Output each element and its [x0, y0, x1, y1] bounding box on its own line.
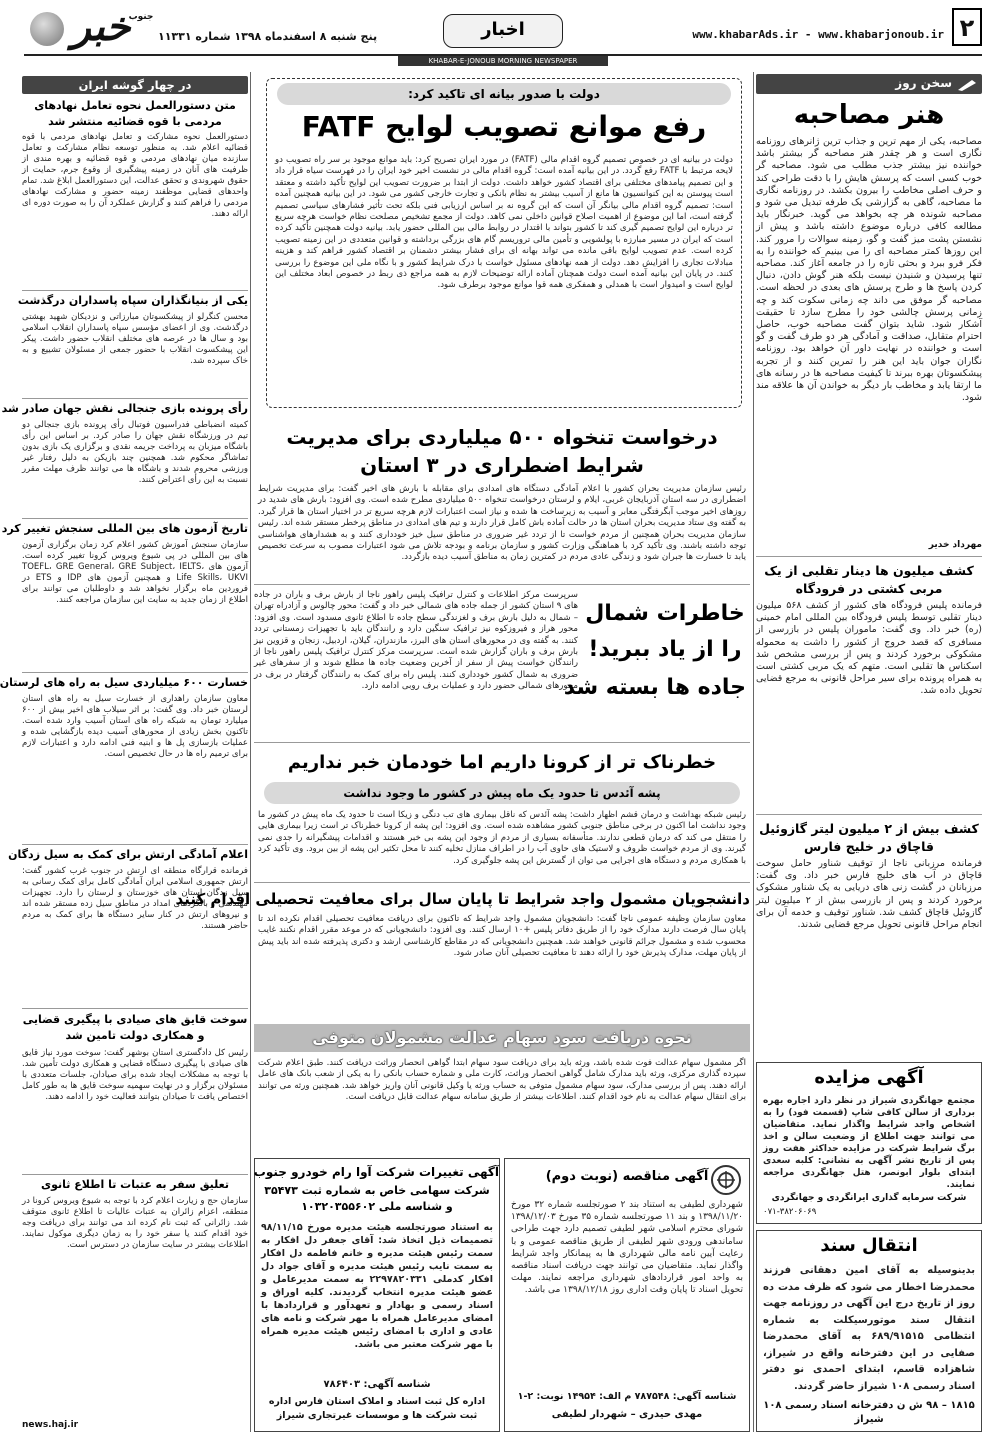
story-title: خاطرات شمال — [585, 601, 745, 626]
subtitle: KHABAR-E-JONOUB MORNING NEWSPAPER — [428, 57, 578, 65]
news-body: رئیس کل دادگستری استان بوشهر گفت: سوخت مورد نیاز قایق های صیادی با پیگیری دستگاه قضایی و همکاری دولت تأمین شد. با توجه به مشکلات ایجاد شده برای صیادان، جلسات متعددی با مسئولان برگزار و در نهایت سهمیه سوخت قایق ها به طور کامل اختصاص یافت تا صیادان بتوانند فعالیت خود را ادامه دهند. — [22, 1048, 248, 1102]
ad-title: آگهی مزایده — [814, 1067, 924, 1088]
news-title: یکی از بنیانگذاران سپاه پاسداران درگذشت — [17, 294, 248, 307]
news-body: فرمانده قرارگاه منطقه ای ارتش در جنوب غرب کشور گفت: ارتش جمهوری اسلامی ایران آمادگی کامل برای کمک رسانی به سیل زدگان استان های خوزستان و لرستان را دارد. تجهیزات مهندسی و بالگردهای امداد در مناطق سیل زده مستقر شده اند و نیروهای ارتش در کنار سایر دستگاه ها برای کمک به مردم حاضر هستند. — [22, 866, 248, 931]
story-body: معاون سازمان وظیفه عمومی ناجا گفت: دانشجویان مشمول واجد شرایط که تاکنون برای دریافت معافیت تحصیلی اقدام نکرده اند تا پایان سال فرصت دارند مدارک خود را از طریق دفاتر پلیس +۱۰ ارسال کنند. وی افزود: دانشجویانی که در موعد مقرر اقدام نکنند غایب محسوب شده و مشمول جرائم قانونی خواهند شد. همچنین دانشجویانی که در مقاطع کارشناسی ارشد و دکتری پذیرفته شده اند باید پیش از پایان مهلت، مدارک پذیرش خود را ارائه دهند تا معافیت تحصیلی آنان صادر شود. — [258, 914, 746, 959]
editorial-title: هنر مصاحبه — [793, 100, 945, 130]
story-body: سرپرست مرکز اطلاعات و کنترل ترافیک پلیس راهور ناجا از بارش برف و باران در جاده های ۹ استان کشور از جمله جاده های شمالی خبر داد و گفت: محور چالوس و آزادراه تهران – شمال به دلیل بارش برف و لغزندگی سطح جاده تا اطلاع ثانوی مسدود است. وی افزود: محور هراز و فیروزکوه نیز ترافیک سنگین دارد و رانندگان باید با تجهیزات زمستانی تردد کنند. به گفته وی در محورهای استان های البرز، مازندران، گیلان، اردبیل، زنجان و قزوین نیز بارش برف و باران گزارش شده است. سرپرست مرکز کنترل ترافیک پلیس راهور ناجا از رانندگان خواست پیش از سفر از آخرین وضعیت جاده ها مطلع شوند و از سفرهای غیر ضروری به شمال کشور خودداری کنند. پلیس راه برای کمک به رانندگان گرفتار در برف در محورهای شمالی حضور دارد و عملیات برف روبی ادامه دارد. — [254, 590, 579, 692]
news-title: تاریخ آزمون های بین المللی سنجش تغییر کرد — [1, 522, 248, 535]
lead-kicker: دولت با صدور بیانه ای تاکید کرد: — [408, 87, 600, 101]
masthead — [18, 0, 988, 66]
pen-icon — [956, 77, 978, 91]
ad-code: شناسه آگهی: ۷۸۷۵۴۸ م الف: ۱۴۹۵۴ نوبت: ۲-۱ — [517, 1391, 737, 1402]
lead-title: رفع موانع تصویب لوایح FATF — [301, 110, 707, 143]
news-title: کشف میلیون ها دینار تقلبی از یک مربی کشتی در فرودگاه — [764, 563, 974, 596]
lead-story — [266, 78, 742, 408]
ad-body: مجتمع جهانگردی شیراز در نظر دارد اجاره بهره برداری از سالن کافی شاپ (قسمت فود) را به اشخاص واجد شرایط واگذار نماید. متقاضیان می توانند جهت اطلاع از وضعیت سالن و اخذ برگ شرایط شرکت در مزایده حداکثر هفت روز پس از تاریخ نشر آگهی به نشانی: کلبه سعدی ابتدای بلوار ابونصر، هتل جهانگردی مراجعه نمایند. — [763, 1096, 975, 1190]
news-title: متن دستورالعمل نحوه تعامل نهادهای مردمی با قوه قضائیه منتشر شد — [34, 99, 236, 128]
news-body: فرمانده مرزبانی ناجا از توقیف شناور حامل سوخت قاچاق در آب های خلیج فارس خبر داد. وی گفت: مرزبانان در گشت زنی های دریایی به یک شناور مشکوک برخورد کردند و پس از بازرسی بیش از ۲ میلیون لیتر گازوئیل قاچاق کشف شد. شناور توقیف و خدمه آن برای انجام مراحل قانونی تحویل مرجع قضایی شدند. — [756, 858, 982, 931]
ad-title: آگهی تغییرات شرکت آوا رام خودرو جنوب — [253, 1165, 499, 1179]
story-title-bar — [254, 1024, 750, 1052]
story-body: رئیس سازمان مدیریت بحران کشور با اعلام آمادگی دستگاه های امدادی برای مقابله با بارش های اخیر گفت: برای مدیریت شرایط اضطراری در سه استان آذربایجان غربی، ایلام و لرستان درخواست تنخواه ۵۰۰ میلیاردی مطرح شده است. وی افزود: بارش های شدید در روزهای اخیر موجب آبگرفتگی معابر و آسیب به زیرساخت ها شده و نیاز است اعتبارات لازم هرچه سریع تر در اختیار استان ها قرار گیرد. به گفته وی ستاد مدیریت بحران استان ها در حالت آماده باش کامل قرار دارند و تیم های امدادی در مناطق پرخطر مستقر شده اند. رئیس سازمان مدیریت بحران همچنین از مردم خواست تا از تردد غیر ضروری در مناطق سیل خیز خودداری کنند و به هشدارهای هواشناسی توجه داشته باشند. وی تأکید کرد با هماهنگی وزارت کشور و سازمان برنامه و بودجه تلاش می شود اعتبارات مصوب به سرعت تخصیص یابد تا خسارت ها جبران شود و زندگی عادی مردم در کمترین زمان به مناطق آسیب دیده بازگردد. — [258, 484, 746, 563]
story-subtitle: پشه آئدس تا حدود یک ماه پیش در کشور ما وجود نداشت — [343, 786, 661, 800]
ad-body: شهرداری لطیفی به استناد بند ۲ صورتجلسه شماره ۳۲ مورخ ۱۳۹۸/۱۱/۲۰ و بند ۱۱ صورتجلسه شماره ۳۵ مورخ ۱۳۹۸/۱۲/۰۳ شورای محترم اسلامی شهر لطیفی تصمیم دارد جهت طراحی ساماندهی ورودی شهر لطیفی از طریق مناقصه عمومی و با رعایت آیین نامه مالی شهرداری ها به پیمانکار واجد شرایط واگذار نماید. متقاضیان می توانند جهت دریافت اسناد مناقصه به واحد امور قراردادهای شهرداری مراجعه نمایند. مهلت تحویل اسناد تا پایان وقت اداری روز ۱۳۹۸/۱۲/۱۸ می باشد. — [511, 1200, 743, 1296]
ad-title: انتقال سند — [820, 1235, 918, 1256]
right-column — [756, 72, 982, 1434]
editorial-body: مصاحبه، یکی از مهم ترین و جذاب ترین ژانرهای روزنامه نگاری است و هر چقدر هنر مصاحبه گر بیشتر باشد خواننده نیز بیشتر جذب مطلب می شود. مصاحبه گر خوب کسی است که پرسش هایش را با دقت طراحی کند و حرف اصلی مخاطب را بیرون بکشد. در روزنامه نگاری ما مصاحبه، گاهی به گزارشی یک طرفه تبدیل می شود و مصاحبه شونده هر چه بخواهد می گوید. خبرنگار باید مطالعه کافی درباره موضوع داشته باشد و پیش از نشستن پشت میز گفت و گو، زمینه سوالات را مرور کند. این روزها کمتر مصاحبه ای را می بینیم که خواننده را به فکر فرو ببرد و بحثی تازه را در جامعه آغاز کند. مصاحبه تنها پرسیدن و شنیدن نیست بلکه هنر گوش دادن، دنبال کردن پاسخ ها و طرح پرسش های بعدی در لحظه است. مصاحبه گر موفق می داند چه زمانی سکوت کند و چه زمانی پرسش چالشی خود را مطرح سازد تا حقیقت آشکار شود. شاید بتوان گفت مصاحبه خوب، حاصل احترام متقابل، صداقت و آمادگی هر دو طرف گفت و گو است و خواننده در نهایت داور آن خواهد بود. روزنامه نگاران جوان باید این هنر را تمرین کنند و از تجربه پیشکسوتان بهره ببرند تا کیفیت مصاحبه ها در رسانه های ما ارتقا یابد و مخاطب بار دیگر به خواندن آن ها علاقه مند شود. — [756, 136, 982, 404]
company-change-ad — [254, 1158, 500, 1432]
story-title: درخواست تنخواه ۵۰۰ میلیاردی برای مدیریت — [286, 425, 718, 449]
ad-title: آگهی مناقصه (نوبت دوم) — [545, 1169, 709, 1184]
news-title: رأی پرونده بازی جنجالی نقش جهان صادر شد — [1, 402, 248, 415]
story-title: شرایط اضطراری در ۳ استان — [360, 453, 644, 477]
highlight-box — [563, 590, 746, 738]
news-body: سازمان حج و زیارت اعلام کرد با توجه به شیوع ویروس کرونا در منطقه، اعزام زائران به عتبات عالیات تا اطلاع ثانوی متوقف شد. زائرانی که ثبت نام کرده اند می توانند برای دریافت وجه خود اقدام کنند یا سفر خود را به زمان دیگری موکول نمایند. اطلاعات بیشتر در سایت سازمان در دسترس است. — [22, 1196, 248, 1250]
ad-subtitle: شرکت سهامی خاص به شماره ثبت ۳۵۴۷۳ و شناسه ملی ۱۰۳۲۰۳۵۵۶۰۲ — [264, 1184, 490, 1213]
news-title: سوخت قایق های صیادی با پیگیری قضایی و همکاری دولت تامین شد — [22, 1013, 248, 1042]
subtitle-bar — [398, 56, 608, 66]
editorial-author: مهرداد خدیر — [928, 540, 982, 550]
news-body: دستورالعمل نحوه مشارکت و تعامل نهادهای مردمی با قوه قضائیه اعلام شد. به منظور توسعه نظام مشارکت و تعامل سازنده میان نهادهای مردمی و قوه قضائیه و بهره مندی از ظرفیت های آنان در زمینه پیشگیری از وقوع جرم، حمایت از حقوق شهروندی و تحقق عدالت، این دستورالعمل ابلاغ شد. تمام واحدهای قضایی موظفند زمینه حضور و مشارکت نهادهای مردمی را فراهم کنند و گزارش عملکرد آن را به صورت دوره ای ارائه دهند. — [22, 132, 248, 219]
story-body: رئیس شبکه بهداشت و درمان قشم اظهار داشت: پشه آئدس که ناقل بیماری های تب دنگی و زیکا است تا حدود یک ماه پیش در کشور ما وجود نداشت اما اکنون در برخی مناطق جنوبی کشور مشاهده شده است. وی افزود: این پشه از کرونا خطرناک تر است زیرا بیماری هایی را منتقل می کند که درمان قطعی ندارند. متأسفانه بسیاری از مردم از وجود این پشه بی خبر هستند و اقدامات پیشگیرانه را جدی نمی گیرند. وی از مردم خواست ظروف و لاستیک های حاوی آب را در اطراف منازل تخلیه کنند تا محل تکثیر این پشه از بین برود. وی تأکید کرد با همکاری مردم و دستگاه های اجرایی می توان از گسترش این پشه جلوگیری کرد. — [258, 810, 746, 866]
auction-ad — [756, 1062, 982, 1224]
story-body: اگر مشمول سهام عدالت فوت شده باشد، ورثه باید برای دریافت سود سهام ابتدا گواهی انحصار وراثت دریافت کنند. طبق اعلام شرکت سپرده گذاری مرکزی، ورثه باید مدارک شامل گواهی انحصار وراثت، کارت ملی و شماره حساب بانکی را به یکی از شعب بانک های عامل ارائه دهند. پس از بررسی مدارک، سود سهام مشمول متوفی به حساب ورثه یا وکیل قانونی آنان واریز خواهد شد. همچنین ورثه می توانند برای انتقال سهام عدالت به نام خود اقدام کنند. اطلاعات بیشتر از طریق سامانه سهام عدالت قابل دریافت است. — [258, 1058, 746, 1103]
story-title: خطرناک تر از کرونا داریم اما خودمان خبر نداریم — [287, 752, 717, 773]
news-title: خسارت ۶۰۰ میلیاردی سیل به راه های لرستان — [0, 676, 248, 689]
ad-footer: مهدی حیدری – شهردار لطیفی — [551, 1409, 703, 1420]
column-header — [22, 76, 248, 94]
issue-date: پنج شنبه ۸ اسفندماه ۱۳۹۸ شماره ۱۱۳۳۱ — [158, 30, 378, 43]
ad-code: شناسه آگهی: ۷۸۶۴۰۳ — [323, 1379, 431, 1390]
story-title: را از یاد ببرید! — [588, 637, 742, 662]
logo-sub: جنوب — [128, 12, 154, 22]
ad-body: به استناد صورتجلسه هیئت مدیره مورخ ۹۸/۱۱/۱۵ تصمیمات ذیل اتخاذ شد: آقای جعفر دل افکار به سمت رئیس هیئت مدیره و خانم فاطمه دل افکار به سمت نایب رئیس هیئت مدیره و آقای جواد دل افکار کدملی ۲۲۹۷۸۲۰۳۳۱ به سمت مدیرعامل و عضو هیئت مدیره انتخاب گردیدند. کلیه اوراق و اسناد رسمی و بهادار و تعهدآور و قراردادها با امضای مدیرعامل همراه با مهر شرکت و نامه های عادی و اداری با امضای رئیس هیئت مدیره همراه با مهر شرکت معتبر می باشد. — [261, 1222, 493, 1350]
website[interactable]: www.khabarAds.ir - www.khabarjonoub.ir — [692, 28, 944, 41]
news-title: تعلیق سفر به عتبات تا اطلاع ثانوی — [41, 1178, 229, 1191]
news-title: اعلام آمادگی ارتش برای کمک به سیل زدگان — [8, 848, 248, 861]
ad-body: بدینوسیله به آقای امین دهقانی فرزند محمدرضا اخطار می شود که ظرف مدت ده روز از تاریخ درج این آگهی در روزنامه جهت انتقال سند موتورسیکلت به شماره انتظامی ۶۸۹/۹۱۵۱۵ به آقای محمدرضا صفایی در این دفترخانه واقع در شیراز، شاهزاده قاسم، ابتدای احمدی نو دفتر اسناد رسمی ۱۰۸ شیراز حاضر گردند. — [762, 1265, 975, 1392]
left-column — [0, 72, 249, 1434]
news-title: کشف بیش از ۲ میلیون لیتر گازوئیل قاچاق در خلیج فارس — [759, 821, 979, 854]
tender-ad — [504, 1158, 750, 1432]
ad-footer: اداره کل ثبت اسناد و املاک استان فارس اداره ثبت شرکت ها و موسسات غیرتجاری شیراز — [268, 1396, 486, 1421]
lead-kicker-bar — [277, 83, 731, 105]
newspaper-logo[interactable] — [26, 6, 156, 58]
logo-main: خبر — [71, 4, 131, 50]
lead-body: دولت در بیانیه ای در خصوص تصمیم گروه اقدام مالی (FATF) در مورد ایران تصریح کرد: باید موانع موجود بر سر راه تصویب دو لایحه مرتبط با FATF رفع گردد. در این بیانیه آمده است: گروه اقدام مالی در نشست اخیر خود ایران را در فهرست سیاه قرار داد و این تصمیم پیامدهای مختلفی برای اقتصاد کشور خواهد داشت. دولت از ابتدا بر ضرورت تصویب این لوایح تأکید داشته و معتقد است پیوستن به این کنوانسیون ها مانع از آسیب بیشتر به نظام بانکی و تجارت خارجی کشور می شود. در این بیانیه همچنین آمده است: تصمیم گروه اقدام مالی بیانگر آن است که این گروه نه بر اساس ارزیابی فنی بلکه تحت تأثیر فشارهای سیاسی تصمیم گرفته است، اما این موضوع از اهمیت اصلاح قوانین داخلی نمی کاهد. دولت از مجمع تشخیص مصلحت نظام خواست هرچه سریع تر درباره این لوایح تصمیم گیری کند تا کشور بتواند با اقتدار در روابط مالی بین المللی حضور یابد. بیانیه دولت همچنین تأکید کرده است که ایران در مسیر مبارزه با پولشویی و تأمین مالی تروریسم گام های بزرگی برداشته و قوانین متعددی در این زمینه تصویب کرده است. عدم تصویب لوایح باقی مانده می تواند بهانه ای برای فشار بیشتر دشمنان بر اقتصاد کشور فراهم کند و هزینه مبادلات تجاری را افزایش دهد. دولت از همه نهادهای مسئول خواست با درک شرایط کشور و با نگاه ملی این موضوع را بررسی کنند. در پایان این بیانیه آمده است دولت همچنان آماده ارائه توضیحات لازم به همه مراجع ذی ربط در خصوص ابعاد مختلف این لوایح است و امیدوار است با همدلی و همفکری همه قوا موانع موجود برطرف شود. — [275, 155, 733, 291]
news-body: کمیته انضباطی فدراسیون فوتبال رأی پرونده بازی جنجالی دو تیم در ورزشگاه نقش جهان را صادر کرد. بر اساس این رأی باشگاه میزبان به پرداخت جریمه نقدی و برگزاری یک بازی بدون تماشاگر محکوم شد. همچنین چند بازیکن به دلیل رفتار غیر ورزشی محروم شدند و باشگاه ها می توانند ظرف مهلت مقرر نسبت به این رأی اعتراض کنند. — [22, 420, 248, 485]
center-area — [175, 72, 750, 1434]
column-header-label: در چهار گوشه ایران — [78, 78, 192, 92]
story-title: نحوه دریافت سود سهام عدالت مشمولان متوفی — [312, 1028, 692, 1047]
news-body: سازمان سنجش آموزش کشور اعلام کرد زمان برگزاری آزمون های بین المللی در پی شیوع ویروس کرونا تغییر کرده است. آزمون های TOEFL، GRE General، GRE Subject، IELTS، Life Skills، UKVI و همچنین آزمون های IDP و ETS در فروردین ماه برگزار نخواهد شد و داوطلبان می توانند برای اطلاع از زمان جدید به سایت این سازمان مراجعه کنند. — [22, 540, 249, 605]
column-header — [756, 74, 982, 94]
column-header-label: سخن روز — [895, 76, 952, 90]
ad-footer: شرکت سرمایه گذاری ایرانگردی و جهانگردی — [771, 1193, 967, 1203]
story-title: دانشجویان مشمول واجد شرایط تا پایان سال برای معافیت تحصیلی اقدام کنند — [175, 890, 750, 908]
ad-phone: ۰۷۱-۳۸۲۰۶۰۶۹ — [763, 1207, 817, 1217]
news-body: محسن کنگرلو از پیشکسوتان مبارزاتی و نزدیکان شهید بهشتی درگذشت. وی از اعضای مؤسس سپاه پاسداران انقلاب اسلامی بود و سال ها در عرصه های مختلف انقلاب حضور داشت. پیکر این پیشکسوت انقلاب با حضور جمعی از مسئولان تشییع و به خاک سپرده شد. — [22, 312, 248, 366]
page-number: ۲ — [952, 8, 982, 46]
news-body: معاون سازمان راهداری از خسارت سیل به راه های استان لرستان خبر داد. وی گفت: بر اثر سیلاب های اخیر بیش از ۶۰۰ میلیارد تومان به شبکه راه های استان آسیب وارد شده است. تاکنون بخش زیادی از محورهای آسیب دیده بازگشایی شده و عملیات بازسازی پل ها و ابنیه فنی ادامه دارد و اعتبارات لازم برای ترمیم راه ها در حال تخصیص است. — [22, 694, 248, 759]
section-tab — [443, 14, 563, 48]
ad-footer: ۱۸۱۵ – ۹۸ ش ن دفترخانه اسناد رسمی ۱۰۸ شیراز — [763, 1400, 975, 1425]
story-subtitle-bar — [264, 782, 740, 804]
news-body: فرمانده پلیس فرودگاه های کشور از کشف ۵۶۸ میلیون دینار تقلبی توسط پلیس فرودگاه بین المللی امام خمینی (ره) خبر داد. وی گفت: ماموران پلیس در بازرسی از مسافری که قصد خروج از کشور را داشت به محموله مشکوکی برخورد کردند و پس از بررسی مشخص شد اسکناس ها تقلبی است. متهم که یک مربی کشتی است به همراه پرونده برای سیر مراحل قانونی به مرجع قضایی تحویل داده شد. — [756, 600, 982, 697]
section-title: اخبار — [481, 19, 525, 40]
story-title: جاده ها بسته شد — [563, 675, 746, 700]
source-link[interactable]: news.haj.ir — [22, 1420, 79, 1430]
deed-transfer-ad — [756, 1230, 982, 1432]
